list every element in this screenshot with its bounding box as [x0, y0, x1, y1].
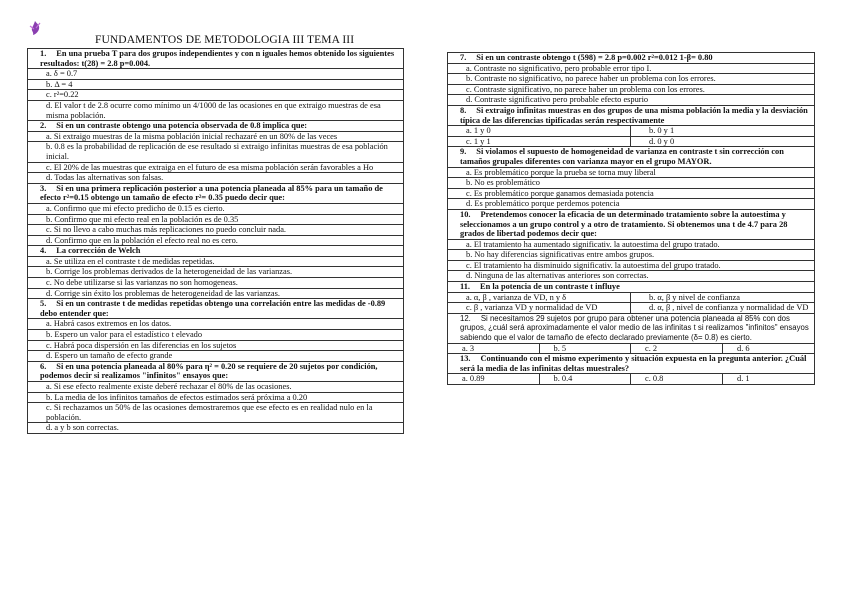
answer-option: c. No debe utilizarse si las varianzas no son homogeneas.: [28, 278, 404, 289]
question-text: Si en una potencia planeada al 80% para η² = 0.20 se requiere de 20 sujetos por condición, podemos decir si realizamos "infinitos" ensayos que:: [40, 361, 378, 381]
answer-option: d. 1: [737, 374, 750, 384]
answer-option: c. 0.8: [631, 374, 723, 384]
answer-option: b. 0 y 1: [631, 126, 815, 137]
question-text: Si en una primera replicación posterior a una potencia planeada al 85% para un tamaño de efecto r²=0.15 obtengo un tamaño de efecto r²= 0.35 puedo decir que:: [40, 183, 383, 203]
question-number: 6.: [40, 361, 47, 371]
answer-option: a. α, β , varianza de VD, n y δ: [448, 292, 631, 303]
question-text: En la potencia de un contraste t influye: [480, 282, 620, 292]
question-text: Continuando con el mismo experimento y situación expuesta en la pregunta anterior. ¿Cuál será la media de las infinitas deltas muestrales?: [460, 354, 807, 373]
answer-option: d. 0 y 0: [631, 136, 815, 147]
question-text: Si extraigo infinitas muestras en dos grupos de una misma población la media y la desviación típica de las diferencias tipificadas serán respectivamente: [460, 105, 808, 125]
question-text: Si en un contraste t de medidas repetidas obtengo una correlación entre las medidas de -0.89 debo entender que:: [40, 299, 386, 318]
answer-option: a. Si ese efecto realmente existe deberé rechazar el 80% de las ocasiones.: [28, 382, 404, 393]
right-question-table: [447, 52, 815, 385]
answer-option: c. β , varianza VD y normalidad de VD: [448, 303, 631, 314]
answer-pair: [631, 343, 815, 354]
answer-option: a. Es problemático porque la prueba se torna muy liberal: [448, 167, 815, 178]
question-number: 3.: [40, 183, 47, 193]
answer-option: c. El tratamiento ha disminuido significativ. la autoestima del grupo tratado.: [448, 260, 815, 271]
question-11: [448, 282, 815, 293]
answer-option: b. No hay diferencias significativas entre ambos grupos.: [448, 250, 815, 261]
answer-option: c. Habrá poca dispersión en las diferencias en los sujetos: [28, 340, 404, 351]
answer-option: d. Es problemático porque perdemos potencia: [448, 199, 815, 210]
answer-option: d. Ninguna de las alternativas anteriores son correctas.: [448, 271, 815, 282]
question-8: [448, 105, 815, 125]
answer-option: c. Si no llevo a cabo muchas más replicaciones no puedo concluir nada.: [28, 225, 404, 236]
question-number: 8.: [460, 105, 467, 115]
answer-option: c. r²=0.22: [28, 90, 404, 101]
answer-option: b. 0.4: [553, 374, 573, 384]
question-text: Pretendemos conocer la eficacia de un determinado tratamiento sobre la autoestima y seleccionamos a un grupo control y a otro de tratamiento. Si obtenemos una t de 4.7 para 28 grados de libertad podemos decir que:: [460, 209, 788, 239]
answer-option: b. 5: [553, 343, 567, 353]
answer-option: d. Confirmo que en la población el efecto real no es cero.: [28, 235, 404, 246]
question-number: 7.: [460, 53, 467, 62]
answer-option: d. Contraste significativo pero probable efecto espurio: [448, 95, 815, 106]
answer-option: a. Se utiliza en el contraste t de medidas repetidas.: [28, 256, 404, 267]
left-question-table: [27, 48, 404, 434]
question-number: 9.: [460, 147, 467, 157]
answer-option: a. Habrá casos extremos en los datos.: [28, 319, 404, 330]
answer-option: c. Si rechazamos un 50% de las ocasiones demostraremos que ese efecto es en realidad nulo en la población.: [28, 403, 404, 423]
answer-option: b. La media de los infinitos tamaños de efectos estimados será próxima a 0.20: [28, 392, 404, 403]
question-13: [448, 354, 815, 374]
answer-option: b. Confirmo que mi efecto real en la población es de 0.35: [28, 214, 404, 225]
answer-option: c. El 20% de las muestras que extraiga en el futuro de esa misma población serán favorables a Ho: [28, 162, 404, 173]
answer-option: a. δ = 0.7: [28, 69, 404, 80]
answer-option: a. Confirmo que mi efecto predicho de 0.15 es cierto.: [28, 203, 404, 214]
answer-option: c. Contraste significativo, no parece haber un problema con los errores.: [448, 84, 815, 95]
question-number: 10.: [460, 209, 471, 219]
question-10: [448, 209, 815, 239]
answer-option: a. Contraste no significativo, pero probable error tipo I.: [448, 63, 815, 74]
logo-icon: [28, 20, 42, 36]
answer-option: d. Espero un tamaño de efecto grande: [28, 351, 404, 362]
question-number: 13.: [460, 354, 471, 364]
question-4: [28, 246, 404, 257]
answer-option: d. 6: [737, 343, 750, 353]
answer-option: a. 1 y 0: [448, 126, 631, 137]
question-2: [28, 121, 404, 132]
answer-option: b. α, β y nivel de confianza: [631, 292, 815, 303]
document-title: FUNDAMENTOS DE METODOLOGIA III TEMA III: [95, 34, 355, 46]
question-7: [448, 53, 815, 64]
question-5: [28, 299, 404, 319]
answer-pair: [448, 343, 631, 354]
answer-option: a. El tratamiento ha aumentado significativ. la autoestima del grupo tratado.: [448, 239, 815, 250]
answer-option: d. Todas las alternativas son falsas.: [28, 173, 404, 184]
question-number: 1.: [40, 49, 47, 58]
answer-option: c. 2: [631, 344, 723, 354]
question-number: 12.: [460, 313, 471, 323]
question-6: [28, 361, 404, 381]
question-text: En una prueba T para dos grupos independientes y con n iguales hemos obtenido los siguientes resultados: t(28) = 2.8 p=0.004.: [40, 49, 395, 68]
answer-option: b. Espero un valor para el estadístico t elevado: [28, 330, 404, 341]
question-text: Si en un contraste obtengo una potencia observada de 0.8 implica que:: [56, 121, 308, 131]
answer-option: d. Corrige sin éxito los problemas de heterogeneidad de las varianzas.: [28, 288, 404, 299]
question-number: 2.: [40, 121, 47, 131]
answer-option: b. Δ = 4: [28, 79, 404, 90]
answer-option: d. α, β , nivel de confianza y normalidad de VD: [631, 303, 815, 314]
answer-pair: [631, 374, 815, 385]
answer-pair: [448, 374, 631, 385]
question-1: [28, 49, 404, 69]
question-12: [448, 313, 815, 343]
question-number: 5.: [40, 299, 47, 309]
answer-option: a. 0.89: [448, 374, 539, 384]
question-3: [28, 183, 404, 203]
question-9: [448, 147, 815, 167]
answer-option: a. Si extraigo muestras de la misma población inicial rechazaré en un 80% de las veces: [28, 131, 404, 142]
answer-option: d. a y b son correctas.: [28, 423, 404, 434]
question-text: Si necesitamos 29 sujetos por grupo para obtener una potencia planeada al 85% con dos grupos, ¿cuál será aproximadamente el valor medio de las infinitas t si realizamos "infinitos" ensayos sabiendo que el valor de tamaño de efecto declarado previamente (δ= 0.8) es cierto.: [460, 313, 809, 343]
answer-option: b. Corrige los problemas derivados de la heterogeneidad de las varianzas.: [28, 267, 404, 278]
answer-option: b. No es problemático: [448, 178, 815, 189]
question-number: 4.: [40, 246, 47, 256]
answer-option: b. 0.8 es la probabilidad de replicación de ese resultado si extraigo infinitas muestras de esa población inicial.: [28, 142, 404, 162]
question-number: 11.: [460, 282, 471, 292]
question-text: Si violamos el supuesto de homogeneidad de varianza en contraste t sin corrección con tamaños grupales diferentes con varianza mayor en el grupo MAYOR.: [460, 147, 784, 166]
answer-option: a. 3: [448, 344, 539, 354]
answer-option: b. Contraste no significativo, no parece haber un problema con los errores.: [448, 74, 815, 85]
answer-option: c. 1 y 1: [448, 136, 631, 147]
question-text: La corrección de Welch: [56, 246, 141, 256]
answer-option: c. Es problemático porque ganamos demasiada potencia: [448, 188, 815, 199]
answer-option: d. El valor t de 2.8 ocurre como mínimo un 4/1000 de las ocasiones en que extraigo muestras de esa misma población.: [28, 100, 404, 120]
question-text: Si en un contraste obtengo t (598) = 2.8 p=0.002 r²=0.012 1-β= 0.80: [476, 53, 713, 62]
